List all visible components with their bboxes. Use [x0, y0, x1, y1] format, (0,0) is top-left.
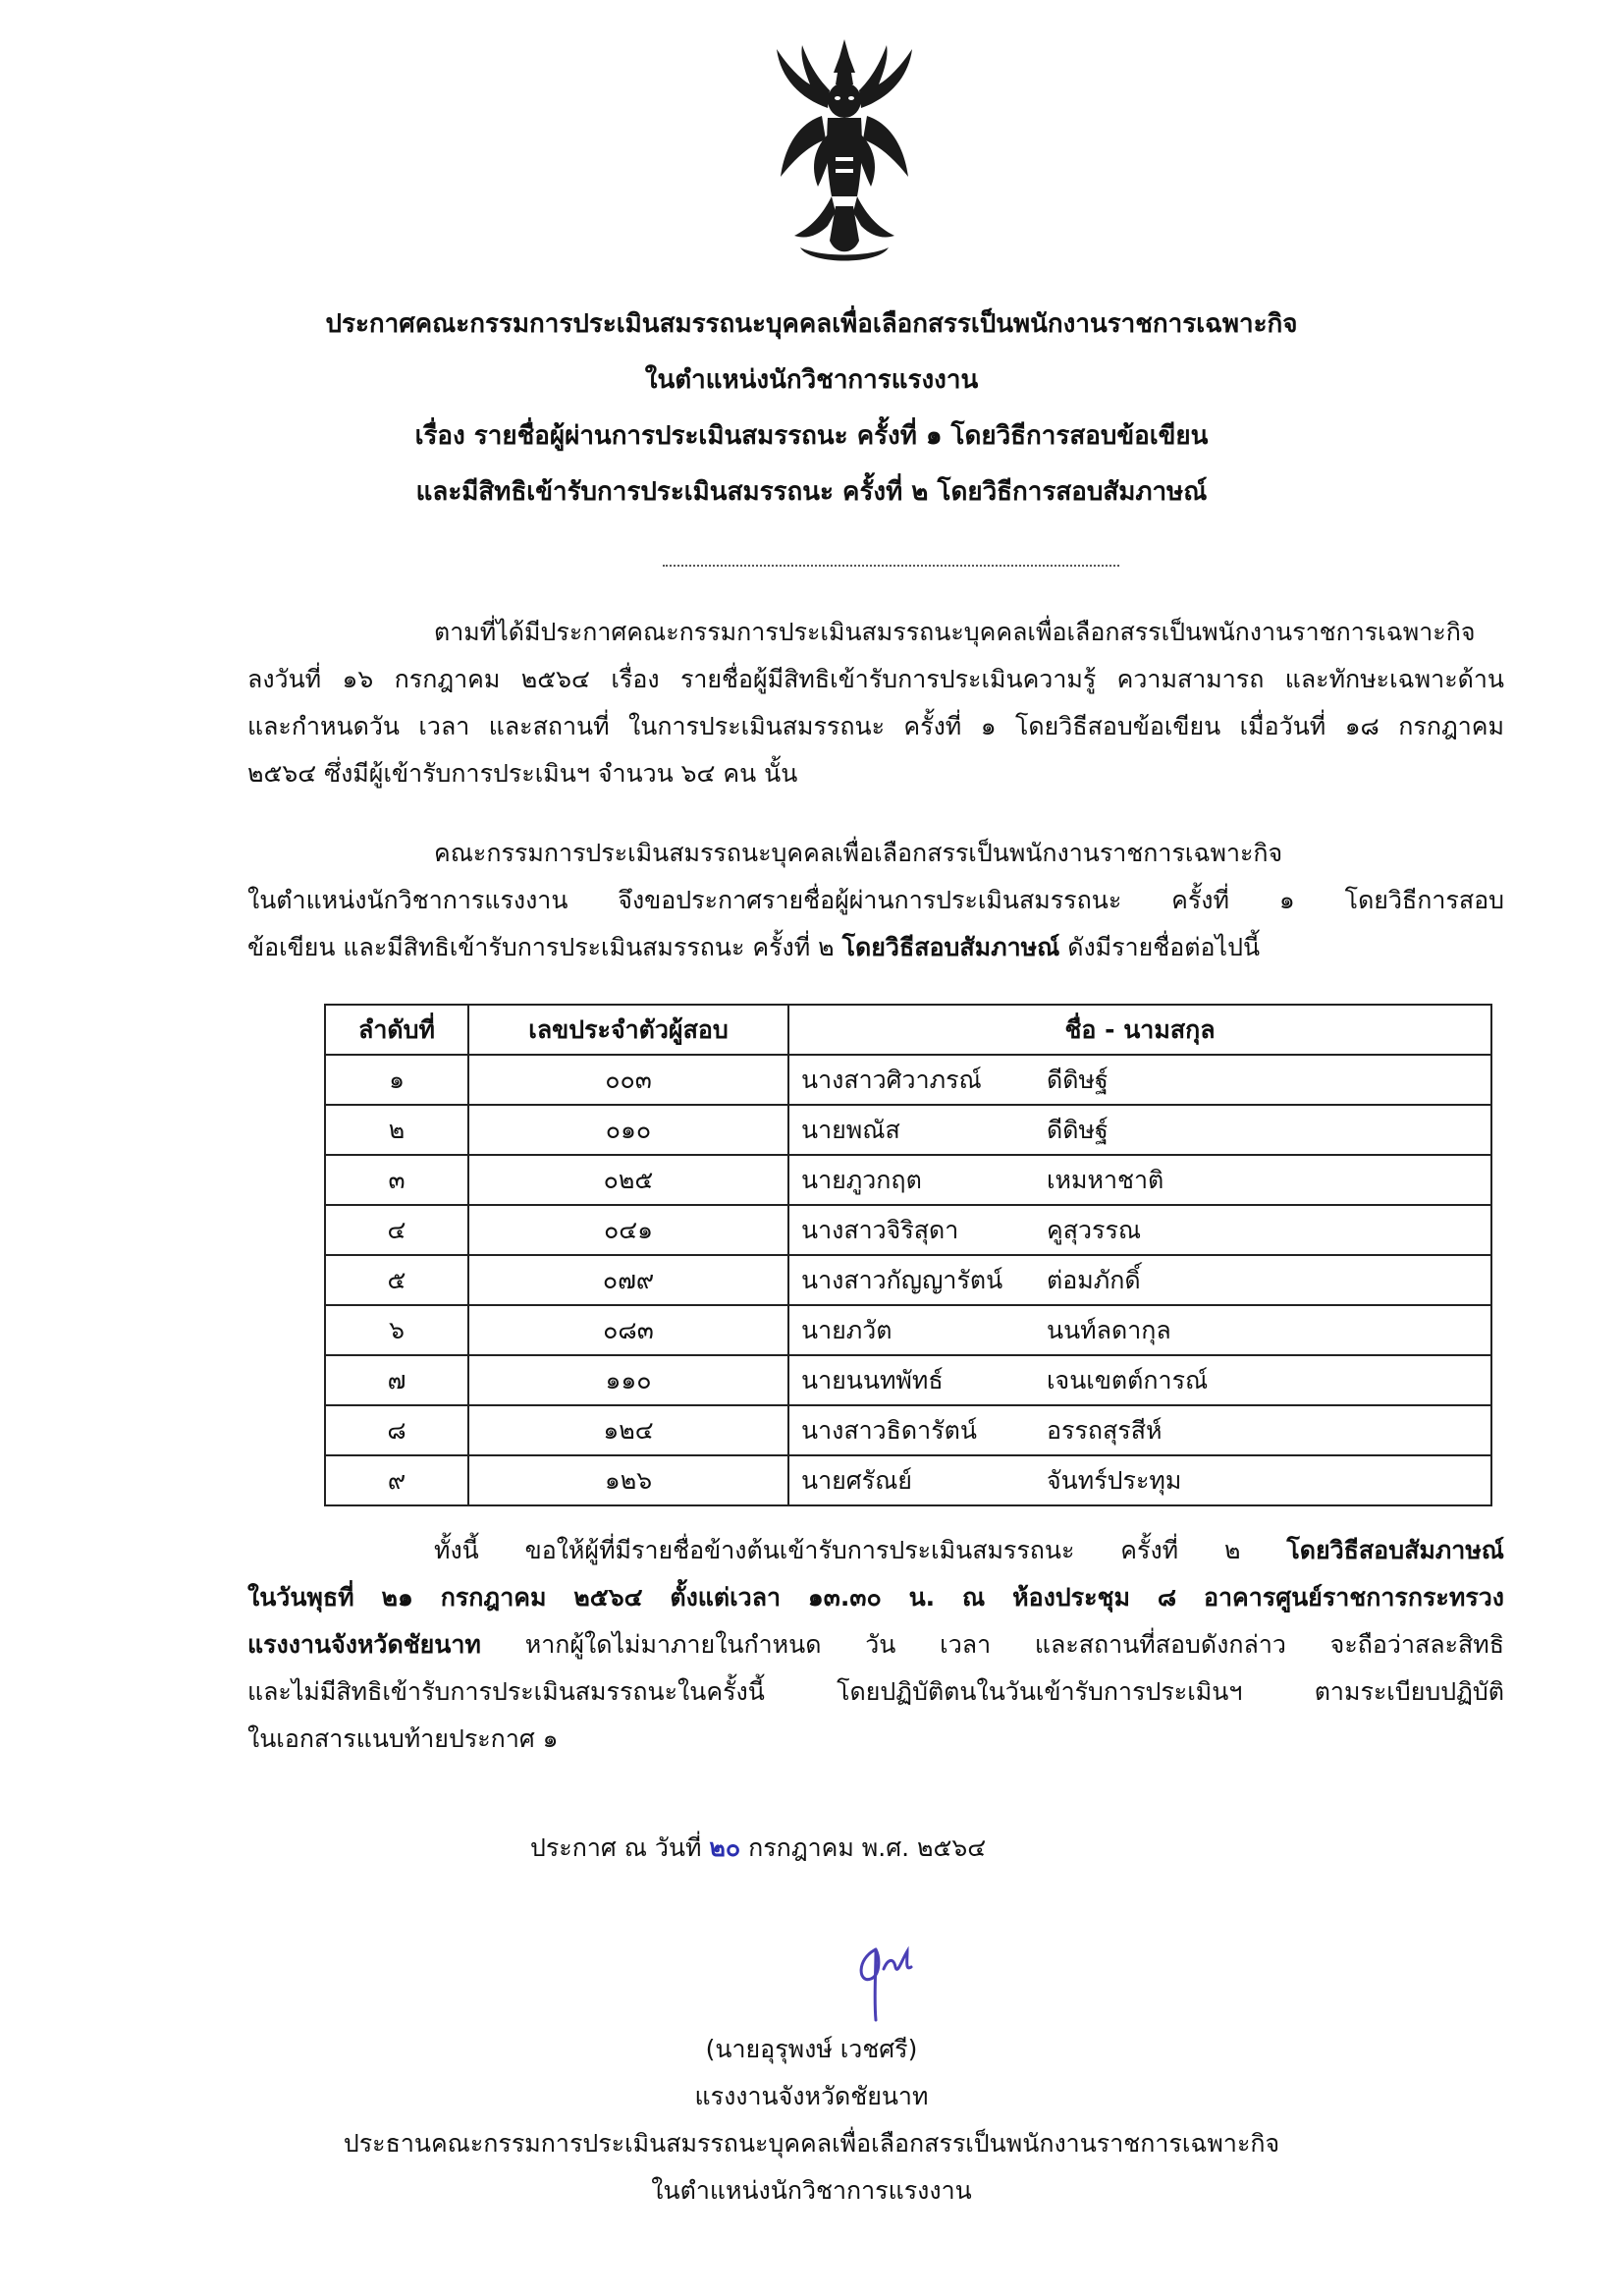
cell-order: ๖ — [325, 1305, 468, 1355]
cell-order: ๑ — [325, 1055, 468, 1105]
paragraph-1 — [247, 609, 1504, 797]
paragraph-1-line-4: ๒๕๖๔ ซึ่งมีผู้เข้ารับการประเมินฯ จำนวน ๖๔ คน นั้น — [247, 759, 798, 788]
cell-order: ๒ — [325, 1105, 468, 1155]
cell-full-name — [788, 1155, 1491, 1205]
paragraph-2-interview-method: โดยวิธีสอบสัมภาษณ์ — [841, 933, 1060, 961]
cell-full-name — [788, 1355, 1491, 1405]
cell-exam-id: ๑๒๔ — [468, 1405, 788, 1455]
cell-first-name: นางสาวธิดารัตน์ — [801, 1415, 977, 1445]
garuda-emblem-icon — [771, 39, 918, 270]
title-line-4: และมีสิทธิเข้ารับการประเมินสมรรถนะ ครั้งที่ ๒ โดยวิธีการสอบสัมภาษณ์ — [415, 477, 1208, 507]
paragraph-3 — [247, 1527, 1504, 1763]
cell-order: ๔ — [325, 1205, 468, 1255]
cell-exam-id: ๐๑๐ — [468, 1105, 788, 1155]
paragraph-3-line-2 — [247, 1574, 1504, 1621]
cell-exam-id: ๐๒๕ — [468, 1155, 788, 1205]
cell-last-name: ต่อมภักดิ์ — [1047, 1265, 1141, 1294]
cell-full-name — [788, 1305, 1491, 1355]
cell-last-name: คูสุวรรณ — [1047, 1215, 1142, 1244]
paragraph-3-line-1 — [247, 1527, 1504, 1574]
cell-first-name: นางสาวศิวาภรณ์ — [801, 1065, 982, 1094]
table-row — [325, 1405, 1491, 1455]
cell-order: ๘ — [325, 1405, 468, 1455]
cell-last-name: อรรถสุรสีห์ — [1047, 1415, 1163, 1445]
paragraph-3-interview-method: โดยวิธีสอบสัมภาษณ์ — [1286, 1536, 1504, 1564]
header-exam-id: เลขประจำตัวผู้สอบ — [468, 1005, 788, 1055]
paragraph-3-office: แรงงานจังหวัดชัยนาท — [247, 1630, 481, 1659]
signer-position-3: ในตำแหน่งนักวิชาการแรงงาน — [651, 2176, 972, 2205]
cell-last-name: จันทร์ประทุม — [1047, 1465, 1182, 1495]
paragraph-2-line-2: ในตำแหน่งนักวิชาการแรงงาน จึงขอประกาศรายชื่อผู้ผ่านการประเมินสมรรถนะ ครั้งที่ ๑ โดยวิธีการสอบ — [247, 886, 1504, 914]
table-row — [325, 1455, 1491, 1505]
paragraph-2-line-3 — [247, 924, 1504, 971]
table-row — [325, 1255, 1491, 1305]
cell-first-name: นายนนทพัทธ์ — [801, 1365, 944, 1394]
paragraph-3-line-5: ในเอกสารแนบท้ายประกาศ ๑ — [247, 1724, 559, 1753]
cell-full-name — [788, 1255, 1491, 1305]
paragraph-2 — [247, 830, 1504, 971]
title-line-2: ในตำแหน่งนักวิชาการแรงงาน — [644, 365, 979, 395]
signer-name: (นายอุรุพงษ์ เวชศรี) — [705, 2035, 918, 2063]
paragraph-3-line-3 — [247, 1621, 1504, 1668]
paragraph-2-line-1: คณะกรรมการประเมินสมรรถนะบุคคลเพื่อเลือกสรรเป็นพนักงานราชการเฉพาะกิจ — [434, 839, 1283, 867]
cell-last-name: นนท์ลดากุล — [1047, 1315, 1171, 1344]
paragraph-1-line-1: ตามที่ได้มีประกาศคณะกรรมการประเมินสมรรถนะบุคคลเพื่อเลือกสรรเป็นพนักงานราชการเฉพาะกิจ — [434, 618, 1476, 646]
paragraph-1-line-3: และกำหนดวัน เวลา และสถานที่ ในการประเมินสมรรถนะ ครั้งที่ ๑ โดยวิธีสอบข้อเขียน เมื่อวันที่ ๑๘ กรกฎาคม — [247, 712, 1504, 740]
cell-exam-id: ๐๔๑ — [468, 1205, 788, 1255]
cell-order: ๙ — [325, 1455, 468, 1505]
table-row — [325, 1155, 1491, 1205]
cell-order: ๓ — [325, 1155, 468, 1205]
cell-last-name: เจนเขตต์การณ์ — [1047, 1365, 1209, 1394]
cell-last-name: เหมหาชาติ — [1047, 1165, 1164, 1194]
cell-full-name — [788, 1105, 1491, 1155]
title-line-1: ประกาศคณะกรรมการประเมินสมรรถนะบุคคลเพื่อเลือกสรรเป็นพนักงานราชการเฉพาะกิจ — [325, 309, 1298, 339]
paragraph-3-line-1-text: ทั้งนี้ ขอให้ผู้ที่มีรายชื่อข้างต้นเข้ารับการประเมินสมรรถนะ ครั้งที่ ๒ — [434, 1536, 1287, 1564]
cell-full-name — [788, 1455, 1491, 1505]
cell-exam-id: ๑๑๐ — [468, 1355, 788, 1405]
paragraph-2-line-3-end: ดังมีรายชื่อต่อไปนี้ — [1059, 933, 1261, 961]
cell-last-name: ดีดิษฐ์ — [1047, 1065, 1109, 1094]
cell-first-name: นายพณัส — [801, 1115, 900, 1144]
cell-last-name: ดีดิษฐ์ — [1047, 1115, 1109, 1144]
paragraph-3-line-3-text: หากผู้ใดไม่มาภายในกำหนด วัน เวลา และสถานที่สอบดังกล่าว จะถือว่าสละสิทธิ — [480, 1630, 1504, 1659]
announce-suffix: กรกฎาคม พ.ศ. ๒๕๖๔ — [740, 1833, 987, 1862]
signer-position-1: แรงงานจังหวัดชัยนาท — [694, 2082, 929, 2110]
cell-full-name — [788, 1405, 1491, 1455]
handwritten-signature-icon — [846, 1940, 920, 2023]
announce-day: ๒๐ — [709, 1833, 741, 1862]
title-line-3: เรื่อง รายชื่อผู้ผ่านการประเมินสมรรถนะ ครั้งที่ ๑ โดยวิธีการสอบข้อเขียน — [414, 421, 1209, 451]
cell-exam-id: ๐๐๓ — [468, 1055, 788, 1105]
cell-first-name: นายภูวกฤต — [801, 1165, 922, 1194]
announcement-title — [196, 297, 1427, 520]
table-row — [325, 1105, 1491, 1155]
cell-order: ๗ — [325, 1355, 468, 1405]
results-table — [324, 1004, 1492, 1506]
header-full-name: ชื่อ - นามสกุล — [788, 1005, 1491, 1055]
table-row — [325, 1055, 1491, 1105]
signer-position-2: ประธานคณะกรรมการประเมินสมรรถนะบุคคลเพื่อเลือกสรรเป็นพนักงานราชการเฉพาะกิจ — [343, 2129, 1280, 2158]
announce-prefix: ประกาศ ณ วันที่ — [530, 1833, 710, 1862]
announce-date — [530, 1829, 986, 1868]
paragraph-3-date-place: ในวันพุธที่ ๒๑ กรกฎาคม ๒๕๖๔ ตั้งแต่เวลา ๑๓.๓๐ น. ณ ห้องประชุม ๘ อาคารศูนย์ราชการกระทรวง — [247, 1583, 1504, 1612]
cell-exam-id: ๐๗๙ — [468, 1255, 788, 1305]
cell-full-name — [788, 1205, 1491, 1255]
cell-first-name: นางสาวกัญญารัตน์ — [801, 1265, 1003, 1294]
paragraph-1-line-2: ลงวันที่ ๑๖ กรกฎาคม ๒๕๖๔ เรื่อง รายชื่อผู้มีสิทธิเข้ารับการประเมินความรู้ ความสามารถ และทักษะเฉพาะด้าน — [247, 665, 1504, 693]
dotted-divider — [663, 565, 1119, 567]
cell-order: ๕ — [325, 1255, 468, 1305]
cell-exam-id: ๐๘๓ — [468, 1305, 788, 1355]
table-header-row — [325, 1005, 1491, 1055]
cell-first-name: นายภวัต — [801, 1315, 893, 1344]
header-order: ลำดับที่ — [325, 1005, 468, 1055]
signature-block — [196, 2026, 1427, 2214]
cell-full-name — [788, 1055, 1491, 1105]
table-row — [325, 1305, 1491, 1355]
table-row — [325, 1205, 1491, 1255]
cell-exam-id: ๑๒๖ — [468, 1455, 788, 1505]
cell-first-name: นายศรัณย์ — [801, 1465, 912, 1495]
table-body — [325, 1055, 1491, 1505]
cell-first-name: นางสาวจิริสุดา — [801, 1215, 959, 1244]
paragraph-3-line-4: และไม่มีสิทธิเข้ารับการประเมินสมรรถนะในครั้งนี้ โดยปฏิบัติตนในวันเข้ารับการประเมินฯ ตามระเบียบปฏิบัติ — [247, 1677, 1504, 1706]
paragraph-2-line-3-start: ข้อเขียน และมีสิทธิเข้ารับการประเมินสมรรถนะ ครั้งที่ ๒ — [247, 933, 842, 961]
table-row — [325, 1355, 1491, 1405]
